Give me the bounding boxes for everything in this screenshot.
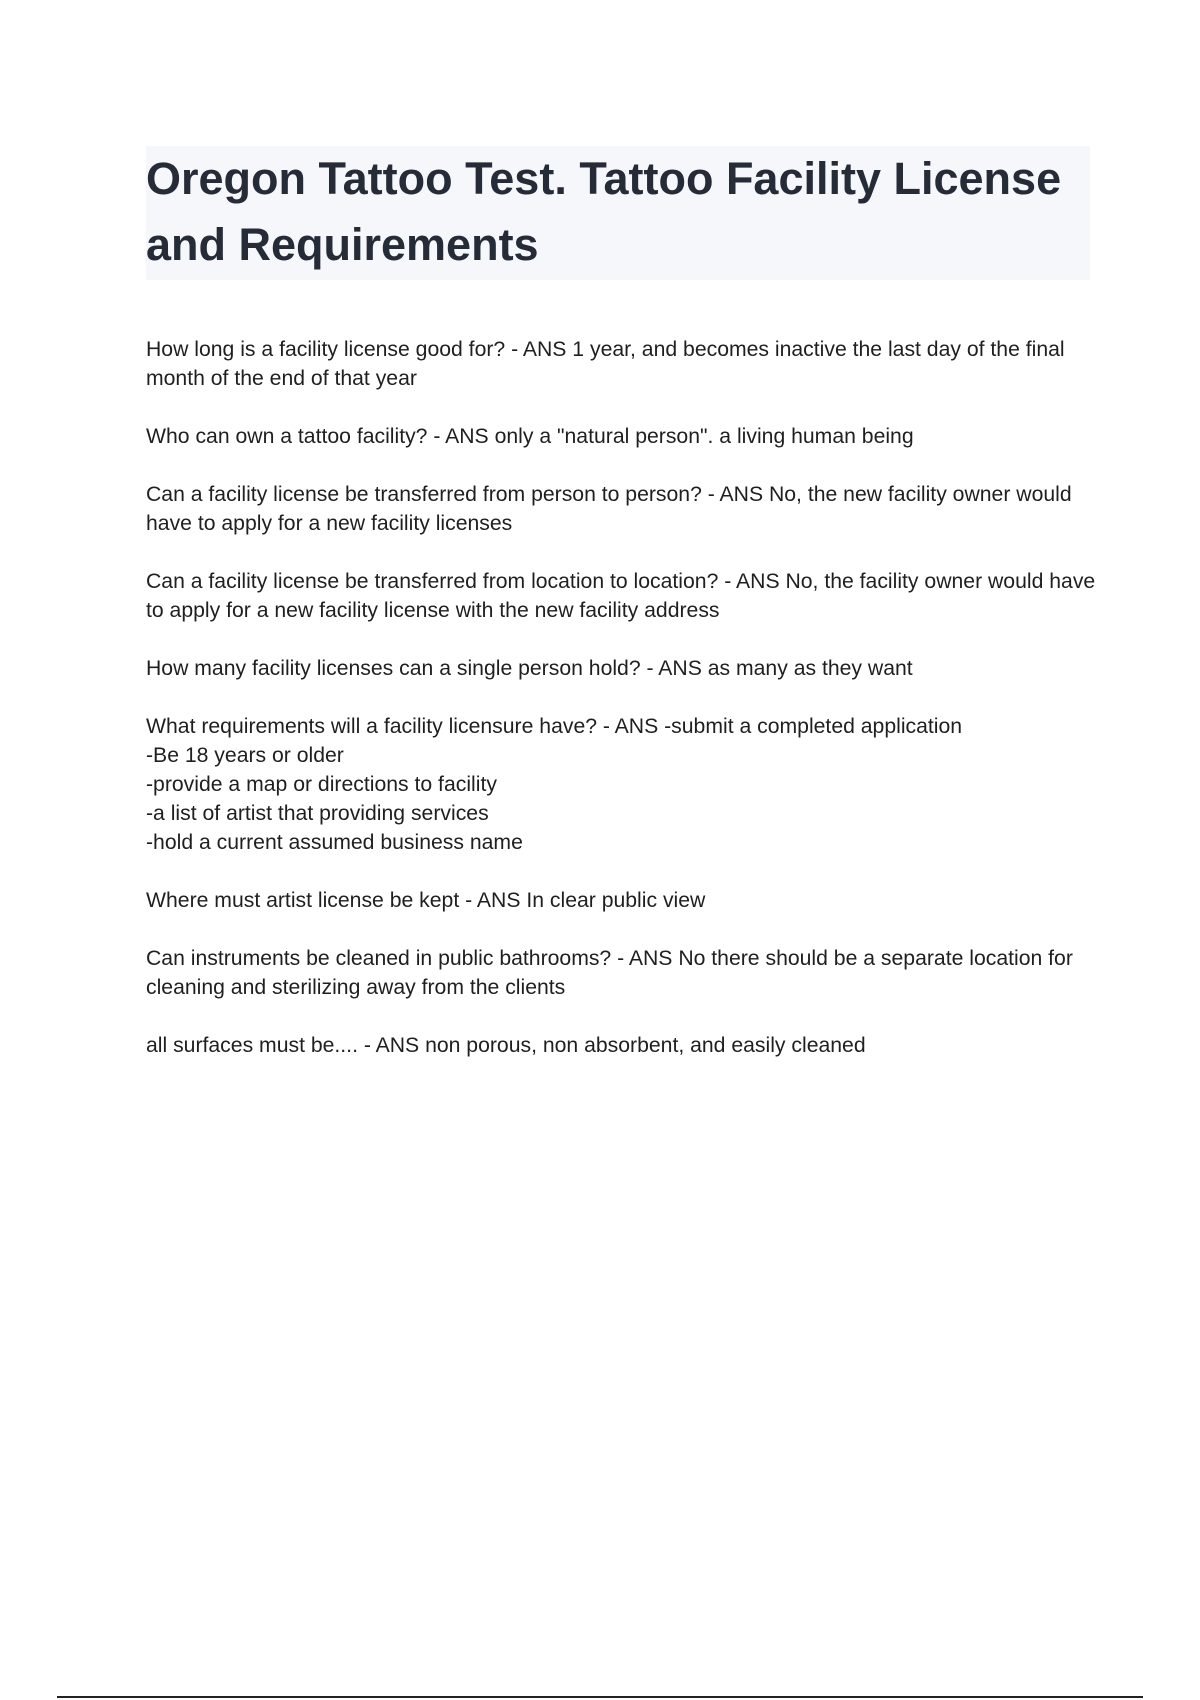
qa-entry: Where must artist license be kept - ANS In clear public view	[146, 889, 706, 912]
qa-list	[146, 335, 1096, 1089]
qa-entry: Can instruments be cleaned in public bathrooms? - ANS No there should be a separate location for cleaning and sterilizing away from the clients	[146, 947, 1073, 999]
page-title: Oregon Tattoo Test. Tattoo Facility License and Requirements	[146, 153, 1062, 270]
footer-divider	[57, 1696, 1143, 1698]
qa-entry: Can a facility license be transferred from person to person? - ANS No, the new facility owner would have to apply for a new facility licenses	[146, 483, 1072, 535]
qa-entry: Who can own a tattoo facility? - ANS only a "natural person". a living human being	[146, 425, 914, 448]
qa-entry: all surfaces must be.... - ANS non porous, non absorbent, and easily cleaned	[146, 1034, 866, 1057]
qa-entry: Can a facility license be transferred from location to location? - ANS No, the facility owner would have to apply for a new facility license with the new facility address	[146, 570, 1096, 622]
qa-entry: How long is a facility license good for? - ANS 1 year, and becomes inactive the last day of the final month of the end of that year	[146, 338, 1065, 390]
title-block	[146, 146, 1090, 280]
qa-entry: What requirements will a facility licensure have? - ANS -submit a completed application -Be 18 years or older -provide a map or directions to facility -a list of artist that providing services -hold a current assumed business name	[146, 715, 963, 854]
qa-entry: How many facility licenses can a single person hold? - ANS as many as they want	[146, 657, 913, 680]
